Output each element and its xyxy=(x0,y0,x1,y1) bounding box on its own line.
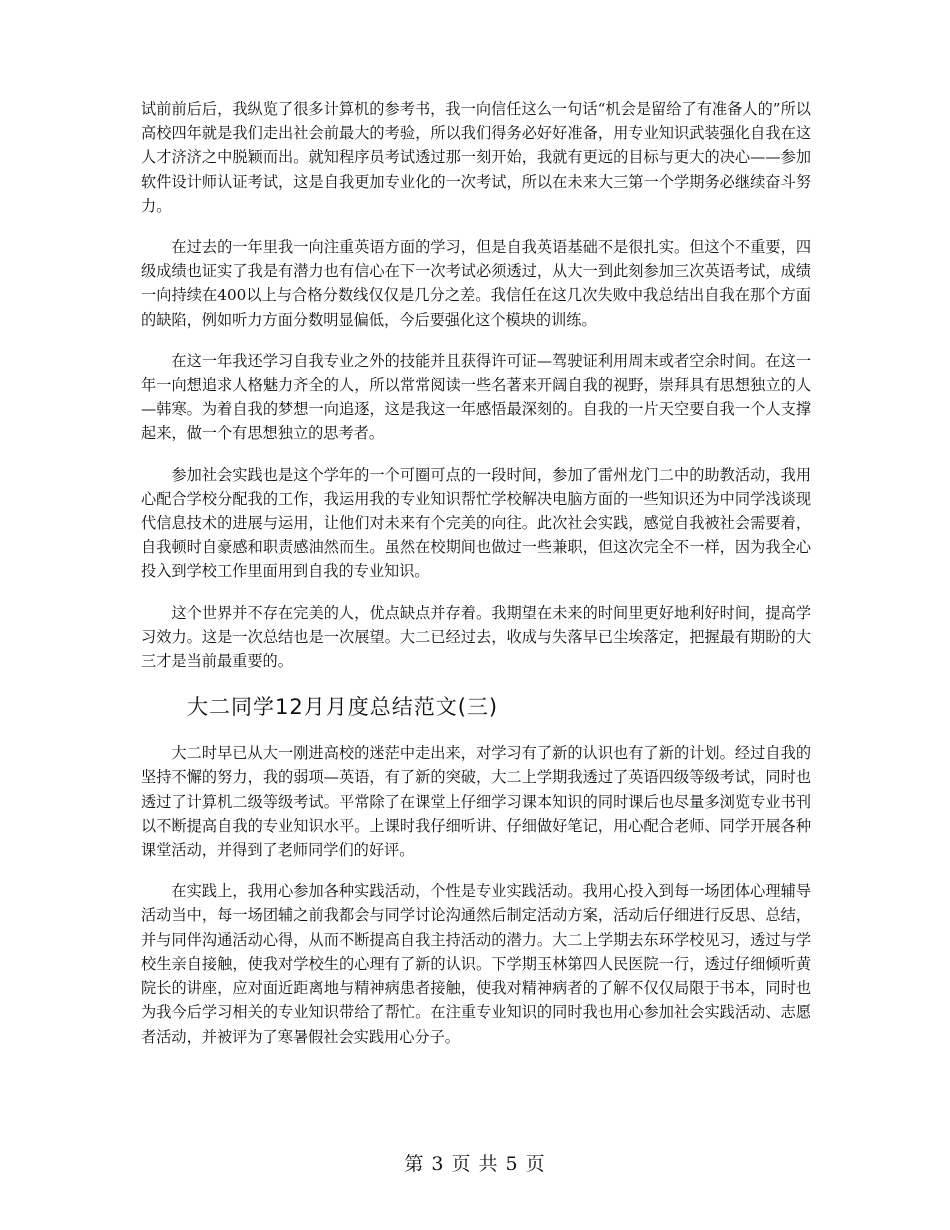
paragraph: 试前前后后，我纵览了很多计算机的参考书，我一向信任这么一句话“机会是留给了有准备人的”所以高校四年就是我们走出社会前最大的考验，所以我们得务必好好准备，用专业知识武装强化自我在这人才济济之中脱颖而出。就知程序员考试透过那一刻开始，我就有更远的目标与更大的决心——参加软件设计师认证考试，这是自我更加专业化的一次考试，所以在未来大三第一个学期务必继续奋斗努力。 xyxy=(141,100,811,215)
document-body xyxy=(141,97,811,1066)
paragraph: 大二时早已从大一刚进高校的迷茫中走出来，对学习有了新的认识也有了新的计划。经过自我的坚持不懈的努力，我的弱项—英语，有了新的突破，大二上学期我透过了英语四级等级考试，同时也透过了计算机二级等级考试。平常除了在课堂上仔细学习课本知识的同时课后也尽量多浏览专业书刊以不断提高自我的专业知识水平。上课时我仔细听讲、仔细做好笔记，用心配合老师、同学开展各种课堂活动，并得到了老师同学们的好评。 xyxy=(141,744,811,860)
paragraph: 在过去的一年里我一向注重英语方面的学习，但是自我英语基础不是很扎实。但这个不重要，四级成绩也证实了我是有潜力也有信心在下一次考试必须透过，从大一到此刻参加三次英语考试，成绩一向持续在400以上与合格分数线仅仅是几分之差。我信任在这几次失败中我总结出自我在那个方面的缺陷，例如听力方面分数明显偏低，今后要强化这个模块的训练。 xyxy=(141,238,811,329)
paragraph: 在实践上，我用心参加各种实践活动，个性是专业实践活动。我用心投入到每一场团体心理辅导活动当中，每一场团辅之前我都会与同学讨论沟通然后制定活动方案，活动后仔细进行反思、总结，并与同伴沟通活动心得，从而不断提高自我主持活动的潜力。大二上学期去东环学校见习，透过与学校生亲自接触，使我对学校生的心理有了新的认识。下学期玉林第四人民医院一行，透过仔细倾听黄院长的讲座，应对面近距离地与精神病患者接触，使我对精神病者的了解不仅仅局限于书本，同时也为我今后学习相关的专业知识带给了帮忙。在注重专业知识的同时我也用心参加社会实践活动、志愿者活动，并被评为了寒暑假社会实践用心分子。 xyxy=(141,882,811,1046)
paragraph: 参加社会实践也是这个学年的一个可圈可点的一段时间，参加了雷州龙门二中的助教活动，我用心配合学校分配我的工作，我运用我的专业知识帮忙学校解决电脑方面的一些知识还为中同学浅谈现代信息技术的进展与运用，让他们对未来有个完美的向往。此次社会实践，感觉自我被社会需要着，自我顿时自豪感和职责感油然而生。虽然在校期间也做过一些兼职，但这次完全不一样，因为我全心投入到学校工作里面用到自我的专业知识。 xyxy=(141,465,811,581)
paragraph: 在这一年我还学习自我专业之外的技能并且获得许可证—驾驶证利用周末或者空余时间。在这一年一向想追求人格魅力齐全的人，所以常常阅读一些名著来开阔自我的视野，崇拜具有思想独立的人—韩寒。为着自我的梦想一向追逐，这是我这一年感悟最深刻的。自我的一片天空要自我一个人支撑起来，做一个有思想独立的思考者。 xyxy=(141,351,811,443)
paragraph: 这个世界并不存在完美的人，优点缺点并存着。我期望在未来的时间里更好地利好时间，提高学习效力。这是一次总结也是一次展望。大二已经过去，收成与失落早已尘埃落定，把握最有期盼的大三才是当前最重要的。 xyxy=(141,603,811,671)
section-heading: 大二同学12月月度总结范文(三) xyxy=(187,695,499,720)
page-number-footer: 第 3 页 共 5 页 xyxy=(404,1153,546,1175)
